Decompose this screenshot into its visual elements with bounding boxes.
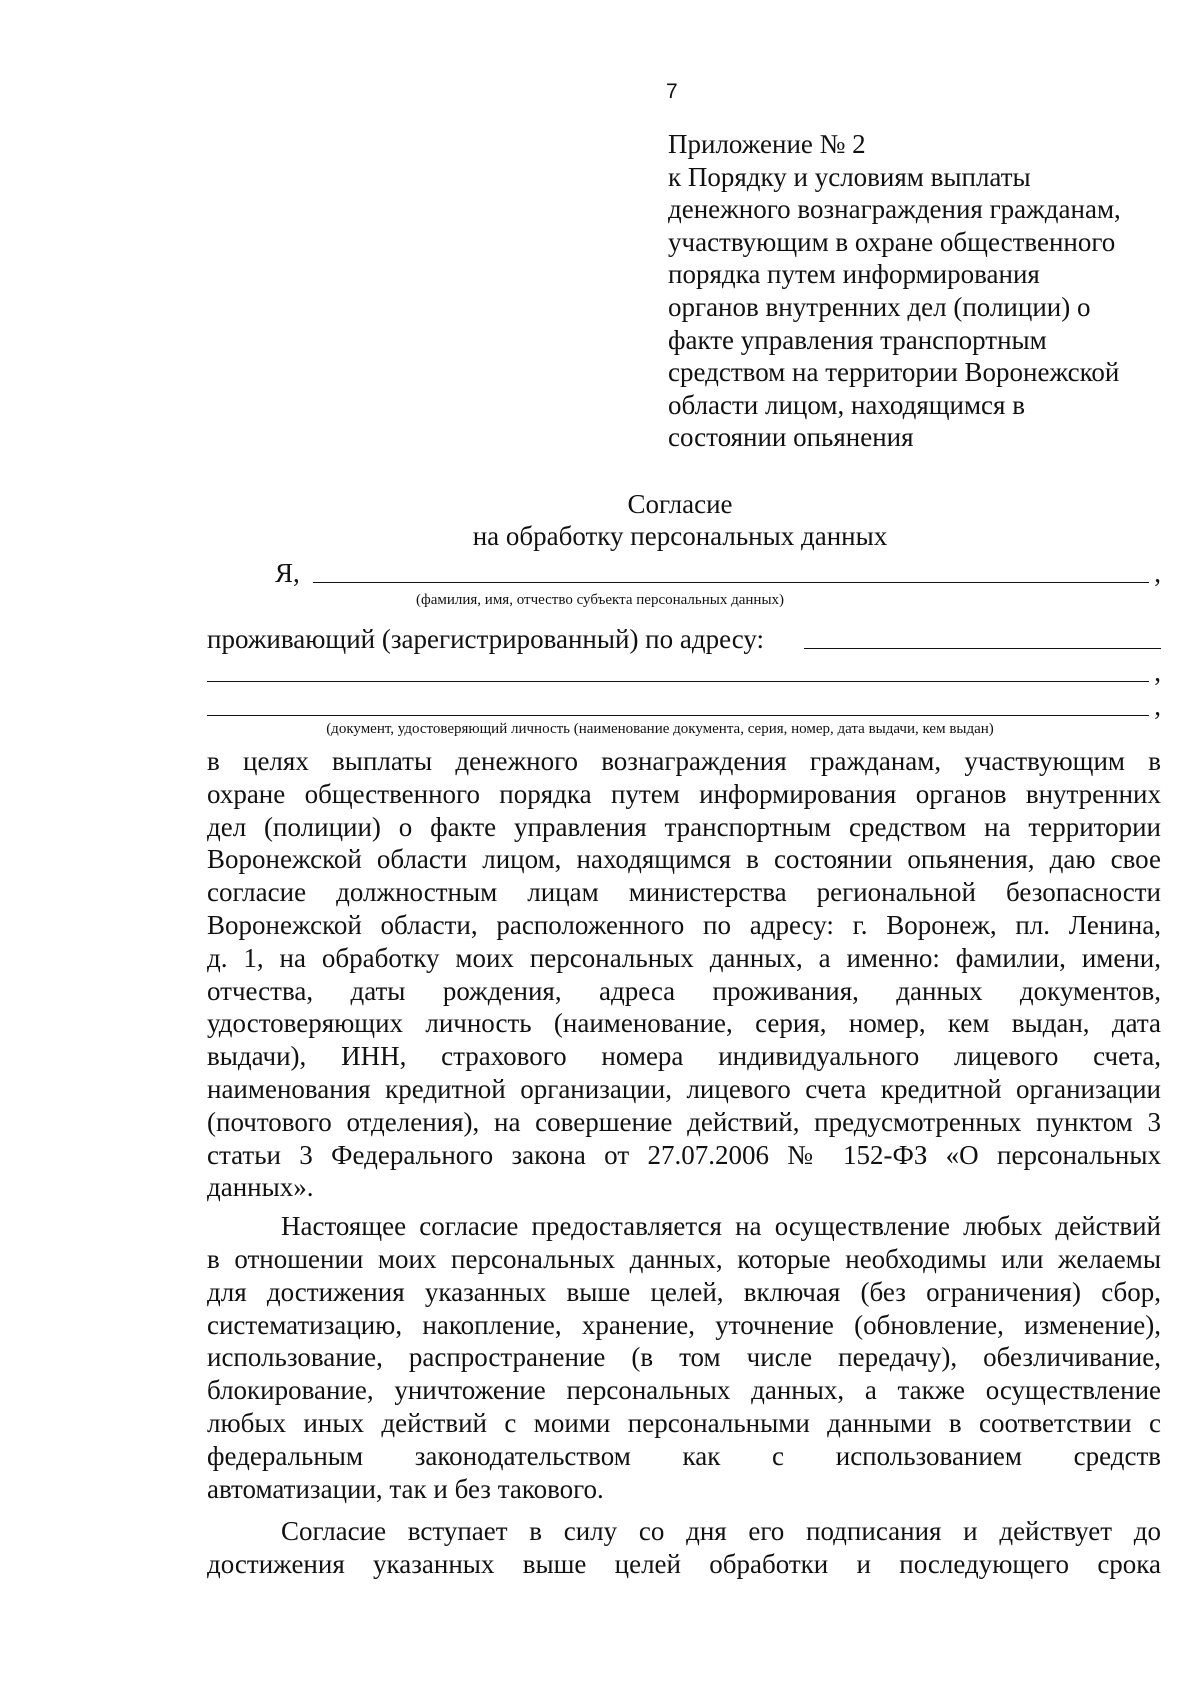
title-line: Согласие bbox=[627, 489, 733, 519]
appendix-header bbox=[668, 128, 1158, 454]
name-caption: (фамилия, имя, отчество субъекта персональных данных) bbox=[415, 592, 785, 608]
address-blank-line-2[interactable] bbox=[207, 681, 1149, 682]
text-line: согласие должностным лицам министерства региональной безопасности bbox=[207, 877, 1161, 908]
subtitle-line: на обработку персональных данных bbox=[472, 521, 888, 551]
text-line: (почтового отделения), на совершение действий, предусмотренных пунктом 3 bbox=[207, 1106, 1161, 1137]
text-line: наименования кредитной организации, лицевого счета кредитной организации bbox=[207, 1073, 1161, 1104]
appendix-line: порядка путем информирования bbox=[668, 259, 1040, 290]
address-blank-line[interactable] bbox=[804, 648, 1161, 649]
text-line: автоматизации, так и без такового. bbox=[207, 1473, 604, 1504]
text-line: Настоящее согласие предоставляется на осуществление любых действий bbox=[281, 1211, 1161, 1242]
appendix-line: Приложение № 2 bbox=[668, 129, 866, 159]
appendix-line: средством на территории Воронежской bbox=[668, 357, 1120, 388]
text-line: дел (полиции) о факте управления транспортным средством на территории bbox=[207, 811, 1161, 842]
paragraph-purpose bbox=[207, 745, 1161, 1204]
text-line: в отношении моих персональных данных, которые необходимы или желаемы bbox=[207, 1243, 1161, 1274]
page-number: 7 bbox=[666, 80, 678, 103]
appendix-line: денежного вознаграждения гражданам, bbox=[668, 194, 1121, 225]
body-text bbox=[207, 745, 1161, 1581]
text-line: Воронежской области, расположенного по адресу: г. Воронеж, пл. Ленина, bbox=[207, 909, 1161, 940]
address-prefix: проживающий (зарегистрированный) по адресу: bbox=[207, 624, 765, 654]
name-field-row bbox=[207, 557, 1161, 587]
name-comma: , bbox=[1154, 558, 1161, 588]
text-line: для достижения указанных выше целей, включая (без ограничения) сбор, bbox=[207, 1276, 1161, 1307]
text-line: любых иных действий с моими персональными данными в соответствии с bbox=[207, 1407, 1161, 1438]
text-line: удостоверяющих личность (наименование, серия, номер, кем выдан, дата bbox=[207, 1008, 1161, 1039]
text-line: Воронежской области лицом, находящимся в состоянии опьянения, даю свое bbox=[207, 844, 1161, 875]
appendix-line: факте управления транспортным bbox=[668, 324, 1047, 355]
text-line: отчества, даты рождения, адреса проживания, данных документов, bbox=[207, 975, 1161, 1006]
appendix-line: к Порядку и условиям выплаты bbox=[668, 161, 1031, 192]
address-field-row bbox=[207, 623, 1161, 653]
text-line: использование, распространение (в том числе передачу), обезличивание, bbox=[207, 1342, 1161, 1373]
name-blank-line[interactable] bbox=[313, 582, 1149, 583]
appendix-line: области лицом, находящимся в bbox=[668, 389, 1025, 420]
paragraph-scope bbox=[207, 1210, 1161, 1505]
text-line: охране общественного порядка путем информирования органов внутренних bbox=[207, 778, 1161, 809]
document-comma: , bbox=[1154, 691, 1161, 721]
text-line: блокирование, уничтожение персональных данных, а также осуществление bbox=[207, 1375, 1161, 1406]
document-blank-line[interactable] bbox=[207, 715, 1149, 716]
name-prefix: Я, bbox=[275, 558, 300, 588]
appendix-line: органов внутренних дел (полиции) о bbox=[668, 291, 1091, 322]
text-line: выдачи), ИНН, страхового номера индивидуального лицевого счета, bbox=[207, 1041, 1161, 1072]
address-comma: , bbox=[1154, 657, 1161, 687]
appendix-line: участвующим в охране общественного bbox=[668, 226, 1116, 257]
document-title bbox=[0, 488, 1200, 552]
text-line: достижения указанных выше целей обработки и последующего срока bbox=[207, 1549, 1161, 1580]
text-line: федеральным законодательством как с использованием средств bbox=[207, 1440, 1161, 1471]
paragraph-validity bbox=[207, 1515, 1161, 1581]
text-line: Согласие вступает в силу со дня его подписания и действует до bbox=[281, 1516, 1161, 1547]
text-line: статьи 3 Федерального закона от 27.07.2006 № 152-ФЗ «О персональных bbox=[207, 1139, 1161, 1170]
text-line: в целях выплаты денежного вознаграждения гражданам, участвующим в bbox=[207, 746, 1161, 776]
text-line: д. 1, на обработку моих персональных данных, а именно: фамилии, имени, bbox=[207, 942, 1161, 973]
text-line: систематизацию, накопление, хранение, уточнение (обновление, изменение), bbox=[207, 1309, 1161, 1340]
document-caption: (документ, удостоверяющий личность (наименование документа, серия, номер, дата выдачи, кем выдан) bbox=[326, 721, 994, 737]
document-field-row bbox=[207, 690, 1161, 720]
appendix-line: состоянии опьянения bbox=[668, 422, 914, 453]
text-line: данных». bbox=[207, 1172, 314, 1203]
address-continuation-row bbox=[207, 656, 1161, 686]
